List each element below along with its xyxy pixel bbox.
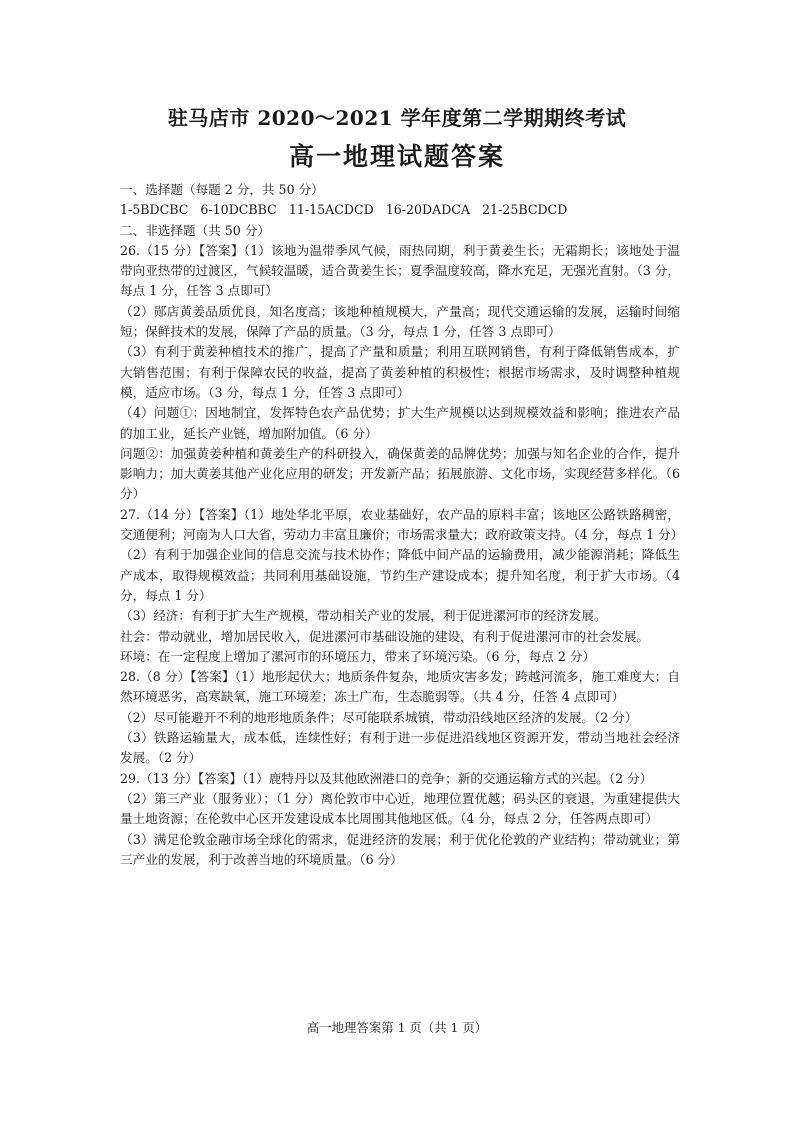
q27-part2: （2）有利于加强企业间的信息交流与技术协作；降低中间产品的运输费用，减少能源消耗；降低生产成本，取得规模效益；共同利用基础设施，节约生产建设成本；提升知名度，利于扩大市场。（4 分，每点 1 分） xyxy=(120,547,680,603)
section-heading-nonchoice: 二、非选择题（共 50 分） xyxy=(120,222,270,238)
q29-part1: 29.（13 分）【答案】（1）鹿特丹以及其他欧洲港口的竞争；新的交通运输方式的兴起。（2 分） xyxy=(120,770,653,786)
q29-part3: （3）满足伦敦金融市场全球化的需求，促进经济的发展；利于优化伦敦的产业结构；带动就业；第三产业的发展，利于改善当地的环境质量。（6 分） xyxy=(120,831,680,867)
exam-title: 驻马店市 2020～2021 学年度第二学期期终考试 xyxy=(167,106,627,130)
q29-part2: （2）第三产业（服务业）；（1 分）离伦敦市中心近，地理位置优越；码头区的衰退，为重建提供大量土地资源；在伦敦中心区开发建设成本比周围其他地区低。（4 分，每点 2 分，任答两点即可） xyxy=(120,790,680,827)
q27-part3-economy: （3）经济：有利于扩大生产规模，带动相关产业的发展，利于促进漯河市的经济发展。 xyxy=(120,608,607,624)
q26-part1: 26.（15 分）【答案】（1）该地为温带季风气候，雨热同期，利于黄姜生长；无霜期长；该地处于温带向亚热带的过渡区，气候较温暖，适合黄姜生长；夏季温度较高，降水充足，无强光直射。（3 分，每点 1 分，任答 3 点即可） xyxy=(120,242,680,299)
q26-part3: （3）有利于黄姜种植技术的推广，提高了产量和质量；利用互联网销售，有利于降低销售成本，扩大销售范围；有利于保障农民的收益，提高了黄姜种植的积极性；根据市场需求，及时调整种植规模，适应市场。（3 分，每点 1 分，任答 3 点即可） xyxy=(120,344,680,400)
q27-part1: 27.（14 分）【答案】（1）地处华北平原，农业基础好，农产品的原料丰富；该地区公路铁路稠密，交通便利；河南为人口大省，劳动力丰富且廉价；市场需求量大；政府政策支持。（4 分，每点 1 分） xyxy=(120,506,684,543)
section-heading-choice: 一、选择题（每题 2 分，共 50 分） xyxy=(120,182,324,197)
document-subtitle: 高一地理试题答案 xyxy=(288,142,505,171)
q26-part4: （4）问题①：因地制宜，发挥特色农产品优势；扩大生产规模以达到规模效益和影响；推进农产品的加工业，延长产业链，增加附加值。（6 分） xyxy=(120,405,680,441)
q27-part3-society: 社会：带动就业，增加居民收入，促进漯河市基础设施的建设，有利于促进漯河市的社会发展。 xyxy=(120,628,649,644)
q26-part4-question2: 问题②：加强黄姜种植和黄姜生产的科研投入，确保黄姜的品牌优势；加强与知名企业的合作，提升影响力；加大黄姜其他产业化应用的研发；开发新产品；拓展旅游、文化市场，实现经营多样化。（6 分） xyxy=(120,445,680,502)
answer-content xyxy=(120,180,684,870)
q28-part1: 28.（8 分）【答案】（1）地形起伏大；地质条件复杂，地质灾害多发；跨越河流多，施工难度大；自然环境恶劣，高寒缺氧，施工环境差；冻土广布，生态脆弱等。（共 4 分，任答 4 点即可） xyxy=(120,669,680,705)
q26-part2: （2）郧店黄姜品质优良，知名度高；该地种植规模大，产量高；现代交通运输的发展，运输时间缩短；保鲜技术的发展，保障了产品的质量。（3 分，每点 1 分，任答 3 点即可） xyxy=(120,303,680,340)
choice-answers: 1-5BDCBC 6-10DCBBC 11-15ACDCD 16-20DADCA 21-25BCDCD xyxy=(120,202,568,218)
page-footer: 高一地理答案第 1 页（共 1 页） xyxy=(306,1020,488,1035)
q28-part3: （3）铁路运输量大，成本低，连续性好；有利于进一步促进沿线地区资源开发，带动当地社会经济发展。（2 分） xyxy=(120,730,680,766)
q27-part3-environment: 环境：在一定程度上增加了漯河市的环境压力，带来了环境污染。（6 分，每点 2 分） xyxy=(120,648,596,664)
q28-part2: （2）尽可能避开不利的地形地质条件；尽可能联系城镇，带动沿线地区经济的发展。（2 分） xyxy=(120,709,638,725)
